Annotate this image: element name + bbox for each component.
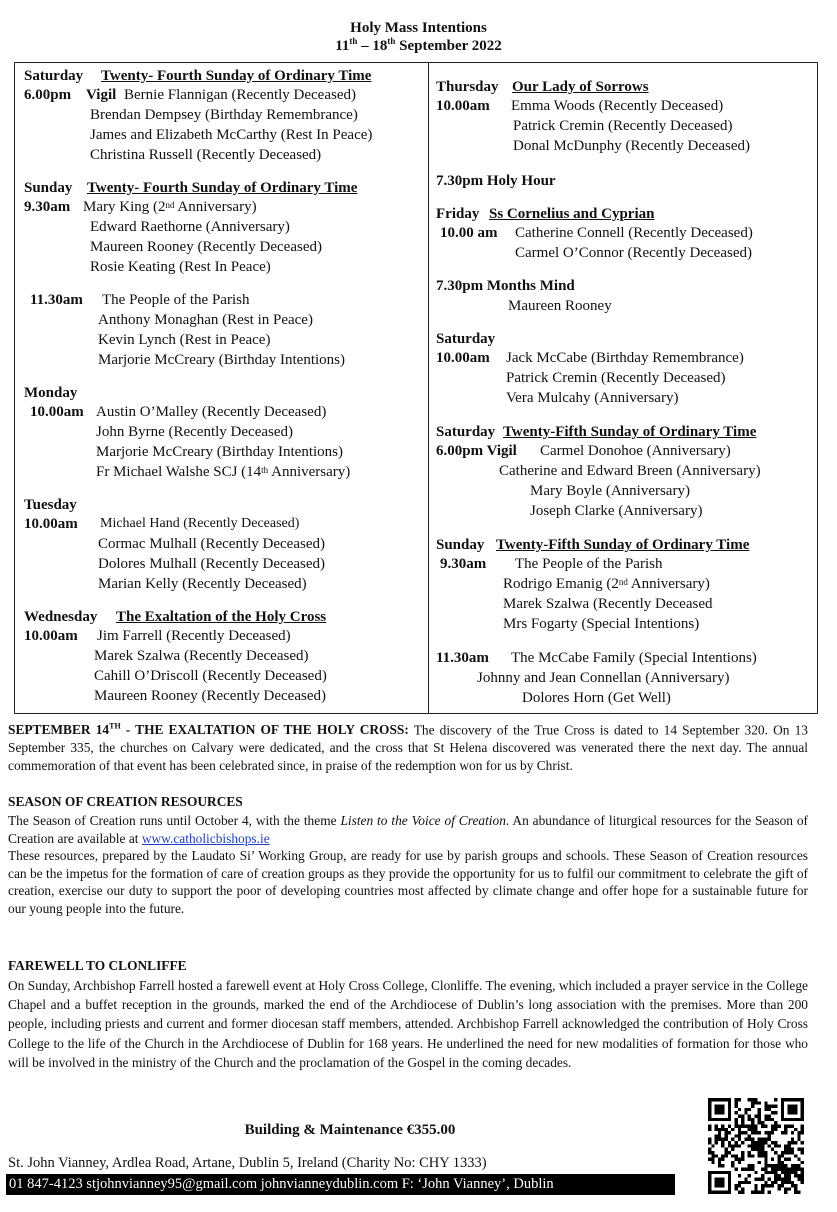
- sun2-day: Sunday: [436, 537, 485, 553]
- intention: Jim Farrell (Recently Deceased): [97, 628, 291, 644]
- intention: Catherine and Edward Breen (Anniversary): [499, 463, 761, 479]
- sat-feast: Twenty- Fourth Sunday of Ordinary Time: [101, 68, 372, 84]
- fri-time: 10.00 am: [440, 225, 498, 241]
- sat2-feast: Twenty-Fifth Sunday of Ordinary Time: [503, 424, 757, 440]
- exaltation-heading: SEPTEMBER 14TH - THE EXALTATION OF THE HOLY CROSS:: [8, 722, 409, 738]
- sun2-time: 9.30am: [440, 556, 487, 572]
- sun-time: 9.30am: [24, 199, 71, 215]
- fri-day: Friday: [436, 206, 480, 222]
- thu-feast: Our Lady of Sorrows: [512, 79, 649, 95]
- intention: Mrs Fogarty (Special Intentions): [503, 616, 700, 632]
- intention: The McCabe Family (Special Intentions): [511, 650, 757, 666]
- intention: Brendan Dempsey (Birthday Remembrance): [90, 107, 358, 123]
- sat-time: 6.00pm: [24, 87, 72, 103]
- intention: James and Elizabeth McCarthy (Rest In Peace): [90, 127, 373, 143]
- intention: Jack McCabe (Birthday Remembrance): [506, 350, 744, 366]
- season-article: The Season of Creation runs until October 4, with the theme Listen to the Voice of Creation. An abundance of liturgical resources for the Season of Creation are available at www.catholicbishops.ie These resources, prepared by the Laudato Si’ Working Group, are ready for use by parish groups and schools. These Season of Creation resources can be the impetus for the formation of care of creation groups as they provide the opportunity for us to fulfil our commitment to celebrate the gift of creation, exercise our duty to support the poor of developing countries most affected by climate change and offer hope for a sustainable future for our young people into the future.: [8, 813, 808, 916]
- intention: Austin O’Malley (Recently Deceased): [96, 404, 327, 420]
- sat-vigil: Vigil: [86, 87, 117, 103]
- ordinal-suffix: nd: [165, 200, 175, 210]
- intention: Marek Szalwa (Recently Deceased): [94, 648, 309, 664]
- column-divider: [428, 62, 429, 714]
- date-start: 11: [335, 38, 350, 54]
- qr-code-icon[interactable]: [708, 1098, 804, 1194]
- intention-name: Fr Michael Walshe SCJ (14: [96, 464, 262, 480]
- sun-feast: Twenty- Fourth Sunday of Ordinary Time: [87, 180, 358, 196]
- sun-time-2: 11.30am: [30, 292, 83, 308]
- intention: Marek Szalwa (Recently Deceased: [503, 596, 713, 612]
- tue-time: 10.00am: [24, 516, 78, 532]
- intention: Patrick Cremin (Recently Deceased): [506, 370, 726, 386]
- intention: Marjorie McCreary (Birthday Intentions): [98, 352, 346, 368]
- fri-feast: Ss Cornelius and Cyprian: [489, 206, 655, 222]
- intention: Edward Raethorne (Anniversary): [90, 219, 290, 235]
- intention: The People of the Parish: [515, 556, 663, 572]
- intention: Cormac Mulhall (Recently Deceased): [98, 536, 325, 552]
- intention: [83, 197, 257, 217]
- intention-note: Anniversary): [174, 199, 257, 215]
- intention: Maureen Rooney: [508, 298, 612, 314]
- intention: [96, 462, 350, 482]
- date-start-suffix: th: [349, 36, 358, 46]
- intention: Joseph Clarke (Anniversary): [530, 503, 703, 519]
- tue-day: Tuesday: [24, 497, 77, 513]
- sat-day: Saturday: [24, 68, 84, 84]
- date-end: – 18: [357, 38, 388, 54]
- intention: [503, 574, 710, 594]
- contact-bar: 01 847-4123 stjohnvianney95@gmail.com johnvianneydublin.com F: ‘John Vianney’, Dublin: [6, 1174, 675, 1195]
- intention-name: Rodrigo Emanig (2: [503, 576, 619, 592]
- sat-time-right: 10.00am: [436, 350, 490, 366]
- intention: Donal McDunphy (Recently Deceased): [513, 138, 750, 154]
- page-title: Holy Mass Intentions: [350, 20, 487, 36]
- intention: Dolores Horn (Get Well): [522, 690, 671, 706]
- sat2-time: 6.00pm Vigil: [436, 443, 517, 459]
- intention: Christina Russell (Recently Deceased): [90, 147, 322, 163]
- catholicbishops-link[interactable]: www.catholicbishops.ie: [141, 830, 270, 846]
- intention: Mary Boyle (Anniversary): [530, 483, 690, 499]
- intention: John Byrne (Recently Deceased): [96, 424, 294, 440]
- intention: Vera Mulcahy (Anniversary): [506, 390, 679, 406]
- intention: Cahill O’Driscoll (Recently Deceased): [94, 668, 327, 684]
- sat-day-right: Saturday: [436, 331, 496, 347]
- wed-feast: The Exaltation of the Holy Cross: [116, 609, 327, 625]
- season-theme: Listen to the Voice of Creation: [340, 813, 506, 828]
- intention: Carmel Donohoe (Anniversary): [540, 443, 731, 459]
- intention: Maureen Rooney (Recently Deceased): [94, 688, 326, 704]
- intention-note: Anniversary): [627, 576, 710, 592]
- intention: Dolores Mulhall (Recently Deceased): [98, 556, 325, 572]
- ordinal-suffix: nd: [618, 577, 628, 587]
- date-end-suffix: th: [387, 36, 396, 46]
- thu-day: Thursday: [436, 79, 499, 95]
- intention: Bernie Flannigan (Recently Deceased): [124, 87, 356, 103]
- wed-day: Wednesday: [24, 609, 98, 625]
- mon-time: 10.00am: [30, 404, 84, 420]
- intention: Rosie Keating (Rest In Peace): [90, 259, 271, 275]
- date-range: [0, 38, 837, 55]
- ordinal-suffix: th: [261, 465, 269, 475]
- intention: Marjorie McCreary (Birthday Intentions): [96, 444, 344, 460]
- intention: Marian Kelly (Recently Deceased): [98, 576, 307, 592]
- intention: Catherine Connell (Recently Deceased): [515, 225, 753, 241]
- building-maintenance: Building & Maintenance €355.00: [244, 1122, 456, 1138]
- intention-note: Anniversary): [268, 464, 351, 480]
- intention: Anthony Monaghan (Rest in Peace): [98, 312, 313, 328]
- date-month-year: September 2022: [395, 38, 502, 54]
- sun2-time-2: 11.30am: [436, 650, 489, 666]
- intention: The People of the Parish: [102, 292, 250, 308]
- intention: Patrick Cremin (Recently Deceased): [513, 118, 733, 134]
- intention: Johnny and Jean Connellan (Anniversary): [477, 670, 730, 686]
- exaltation-article: [8, 718, 808, 774]
- sat2-day: Saturday: [436, 424, 496, 440]
- intention: Carmel O’Connor (Recently Deceased): [515, 245, 752, 261]
- season-body: These resources, prepared by the Laudato Si’ Working Group, are ready for use by parish groups and schools. These Season of Creation resources can be the impetus for the formation of care of creation groups as they provide the opportunity for us to fulfil our commitment to celebrate the gift of creation, exercise our duty to support the poor of developing countries most affected by climate change and offer hope for a sustainable future for our young people into the future.: [8, 848, 808, 916]
- mon-day: Monday: [24, 385, 78, 401]
- intention: Kevin Lynch (Rest in Peace): [98, 332, 271, 348]
- intention: Emma Woods (Recently Deceased): [511, 98, 724, 114]
- months-mind: 7.30pm Months Mind: [436, 278, 575, 294]
- farewell-heading: FAREWELL TO CLONLIFFE: [8, 958, 187, 973]
- exaltation-body: The discovery of the True Cross is dated to 14 September 320. On 13 September 335, the churches on Calvary were dedicated, and the cross that St Helena discovered was venerated there the next day. The annual commemoration of that event has been celebrated since, in praise of the redemption won for us by Christ.: [8, 722, 808, 773]
- season-heading: SEASON OF CREATION RESOURCES: [8, 794, 243, 809]
- intention: Maureen Rooney (Recently Deceased): [90, 239, 322, 255]
- intention: Michael Hand (Recently Deceased): [100, 516, 300, 531]
- sun2-feast: Twenty-Fifth Sunday of Ordinary Time: [496, 537, 750, 553]
- wed-time: 10.00am: [24, 628, 78, 644]
- sun-day: Sunday: [24, 180, 73, 196]
- holy-hour: 7.30pm Holy Hour: [436, 173, 556, 189]
- thu-time: 10.00am: [436, 98, 490, 114]
- farewell-body: On Sunday, Archbishop Farrell hosted a farewell event at Holy Cross College, Clonliffe. The evening, which included a prayer service in the College Chapel and a buffet reception in the grounds, marked the end of the Archdiocese of Dublin’s long association with the premises. More than 200 people, including priests and current and former diocesan staff members, attended. Archbishop Farrell acknowledged the contribution of Holy Cross College to the life of the Church in the Archdiocese of Dublin for 168 years. He underlined the need for new modalities of formation for those who will be involved in the ministry of the Church and the proclamation of the Gospel in the coming decades.: [8, 978, 808, 1070]
- intention-name: Mary King (2: [83, 199, 166, 215]
- parish-address: St. John Vianney, Ardlea Road, Artane, Dublin 5, Ireland (Charity No: CHY 1333): [8, 1155, 487, 1171]
